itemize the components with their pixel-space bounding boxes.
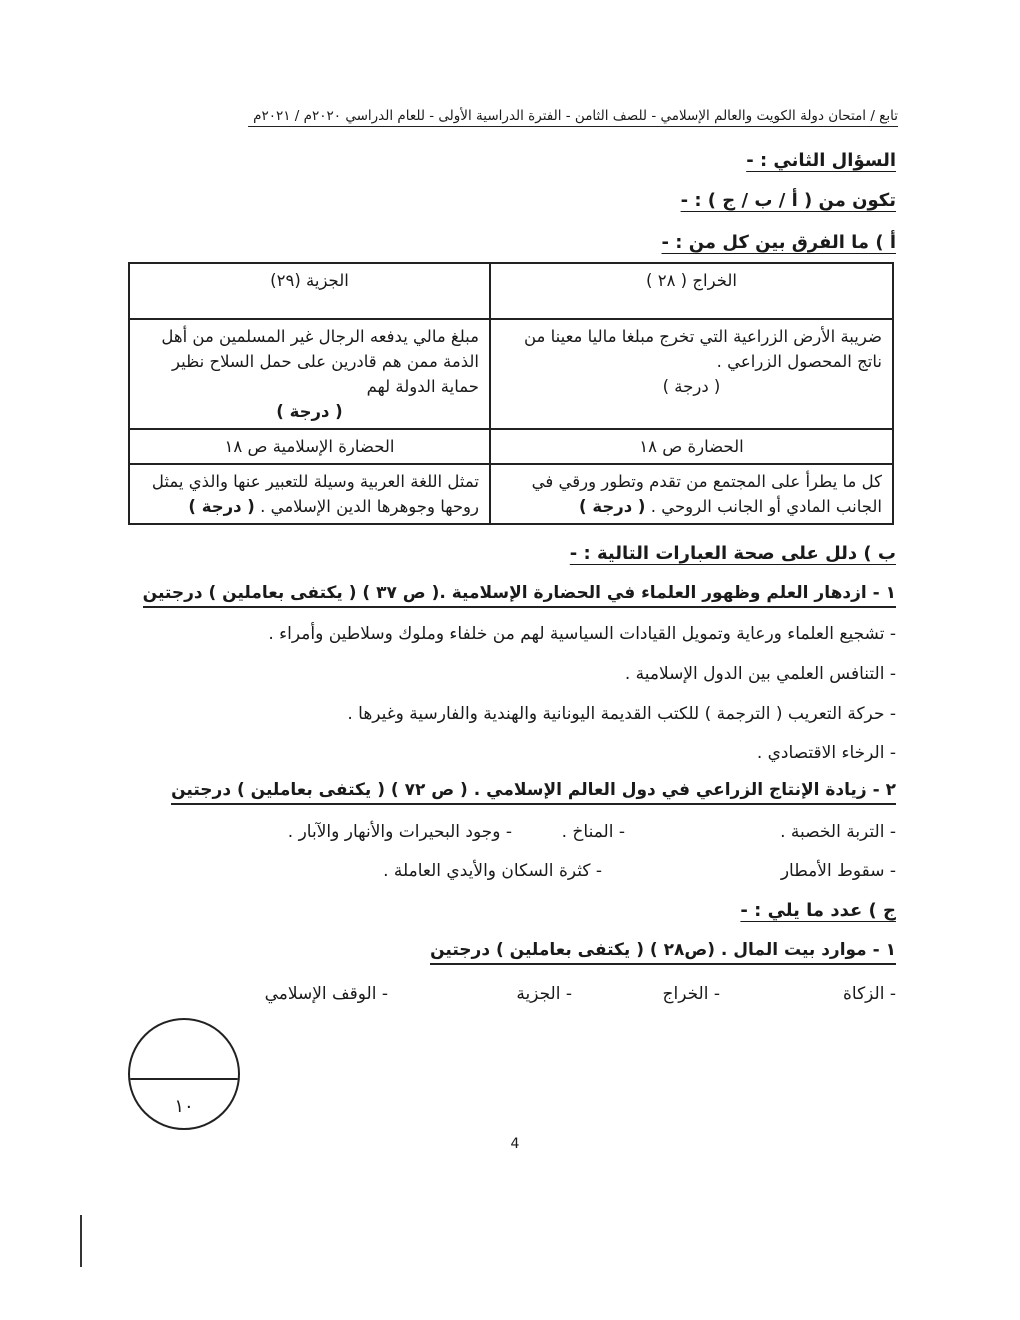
definition-jizya-text: مبلغ مالي يدفعه الرجال غير المسلمين من أهل الذمة ممن هم قادرين على حمل السلاح نظير حماية الدولة لهم bbox=[161, 327, 479, 396]
answer-line: - سقوط الأمطار bbox=[780, 861, 896, 881]
answer-line: - تشجيع العلماء ورعاية وتمويل القيادات السياسية لهم من خلفاء وملوك وسلاطين وأمراء . bbox=[268, 624, 896, 644]
grade-kharaj: ( درجة ) bbox=[662, 377, 721, 396]
difference-table bbox=[128, 262, 894, 525]
table-header-kharaj: الخراج ( ٢٨ ) bbox=[490, 263, 893, 319]
composition-line: تكون من ( أ / ب / ج ) : - bbox=[680, 190, 896, 211]
answer-line: - الزكاة bbox=[842, 984, 896, 1004]
table-header-jizya: الجزية (٢٩) bbox=[129, 263, 490, 319]
grade-jizya: ( درجة ) bbox=[276, 402, 343, 421]
part-b-item1-title: ١ - ازدهار العلم وظهور العلماء في الحضارة الإسلامية .( ص ٣٧ ) ( يكتفى بعاملين ) درجتين bbox=[143, 583, 896, 608]
definition-jizya bbox=[129, 319, 490, 429]
answer-line: - كثرة السكان والأيدي العاملة . bbox=[383, 861, 602, 881]
answer-line: - حركة التعريب ( الترجمة ) للكتب القديمة اليونانية والهندية والفارسية وغيرها . bbox=[347, 704, 896, 724]
table-header-hadara-islam: الحضارة الإسلامية ص ١٨ bbox=[129, 429, 490, 464]
definition-kharaj-text: ضريبة الأرض الزراعية التي تخرج مبلغا ماليا معينا من ناتج المحصول الزراعي . bbox=[523, 327, 882, 371]
score-value: ١٠ bbox=[174, 1096, 194, 1117]
exam-header: تابع / امتحان دولة الكويت والعالم الإسلامي - للصف الثامن - الفترة الدراسية الأولى - للعام الدراسي ٢٠٢٠م / ٢٠٢١م bbox=[248, 108, 898, 127]
grade-hadara-islam: ( درجة ) bbox=[188, 497, 255, 516]
answer-line: - الجزية bbox=[516, 984, 572, 1004]
margin-mark bbox=[80, 1215, 82, 1267]
definition-hadara-islam-text: تمثل اللغة العربية وسيلة للتعبير عنها والذي يمثل روحها وجوهرها الدين الإسلامي . bbox=[151, 472, 479, 516]
answer-line: - التربة الخصبة . bbox=[780, 822, 896, 842]
answer-line: - وجود البحيرات والأنهار والآبار . bbox=[287, 822, 512, 842]
part-c-item1-title: ١ - موارد بيت المال . (ص٢٨ ) ( يكتفى بعاملين ) درجتين bbox=[430, 940, 896, 965]
table-header-hadara: الحضارة ص ١٨ bbox=[490, 429, 893, 464]
question-title: السؤال الثاني : - bbox=[746, 150, 896, 171]
table-row bbox=[129, 464, 893, 524]
part-b-title: ب ) دلل على صحة العبارات التالية : - bbox=[569, 543, 896, 564]
definition-hadara-text: كل ما يطرأ على المجتمع من تقدم وتطور ورقي في الجانب المادي أو الجانب الروحي . bbox=[531, 472, 882, 516]
page-number: 4 bbox=[510, 1136, 520, 1152]
table-row bbox=[129, 429, 893, 464]
answer-line: - الرخاء الاقتصادي . bbox=[756, 743, 896, 763]
table-row bbox=[129, 263, 893, 319]
answer-line: - المناخ . bbox=[561, 822, 625, 842]
score-circle bbox=[128, 1018, 240, 1130]
answer-line: - الخراج bbox=[662, 984, 720, 1004]
answer-line: - التنافس العلمي بين الدول الإسلامية . bbox=[624, 664, 896, 684]
part-a-title: أ ) ما الفرق بين كل من : - bbox=[661, 232, 896, 253]
table-row bbox=[129, 319, 893, 429]
grade-hadara: ( درجة ) bbox=[579, 497, 646, 516]
answer-line: - الوقف الإسلامي bbox=[264, 984, 388, 1004]
part-b-item2-title: ٢ - زيادة الإنتاج الزراعي في دول العالم الإسلامي . ( ص ٧٢ ) ( يكتفى بعاملين ) درجتين bbox=[171, 780, 896, 805]
score-divider bbox=[130, 1078, 238, 1080]
definition-hadara bbox=[490, 464, 893, 524]
definition-kharaj bbox=[490, 319, 893, 429]
part-c-title: ج ) عدد ما يلي : - bbox=[740, 900, 896, 921]
definition-hadara-islam bbox=[129, 464, 490, 524]
